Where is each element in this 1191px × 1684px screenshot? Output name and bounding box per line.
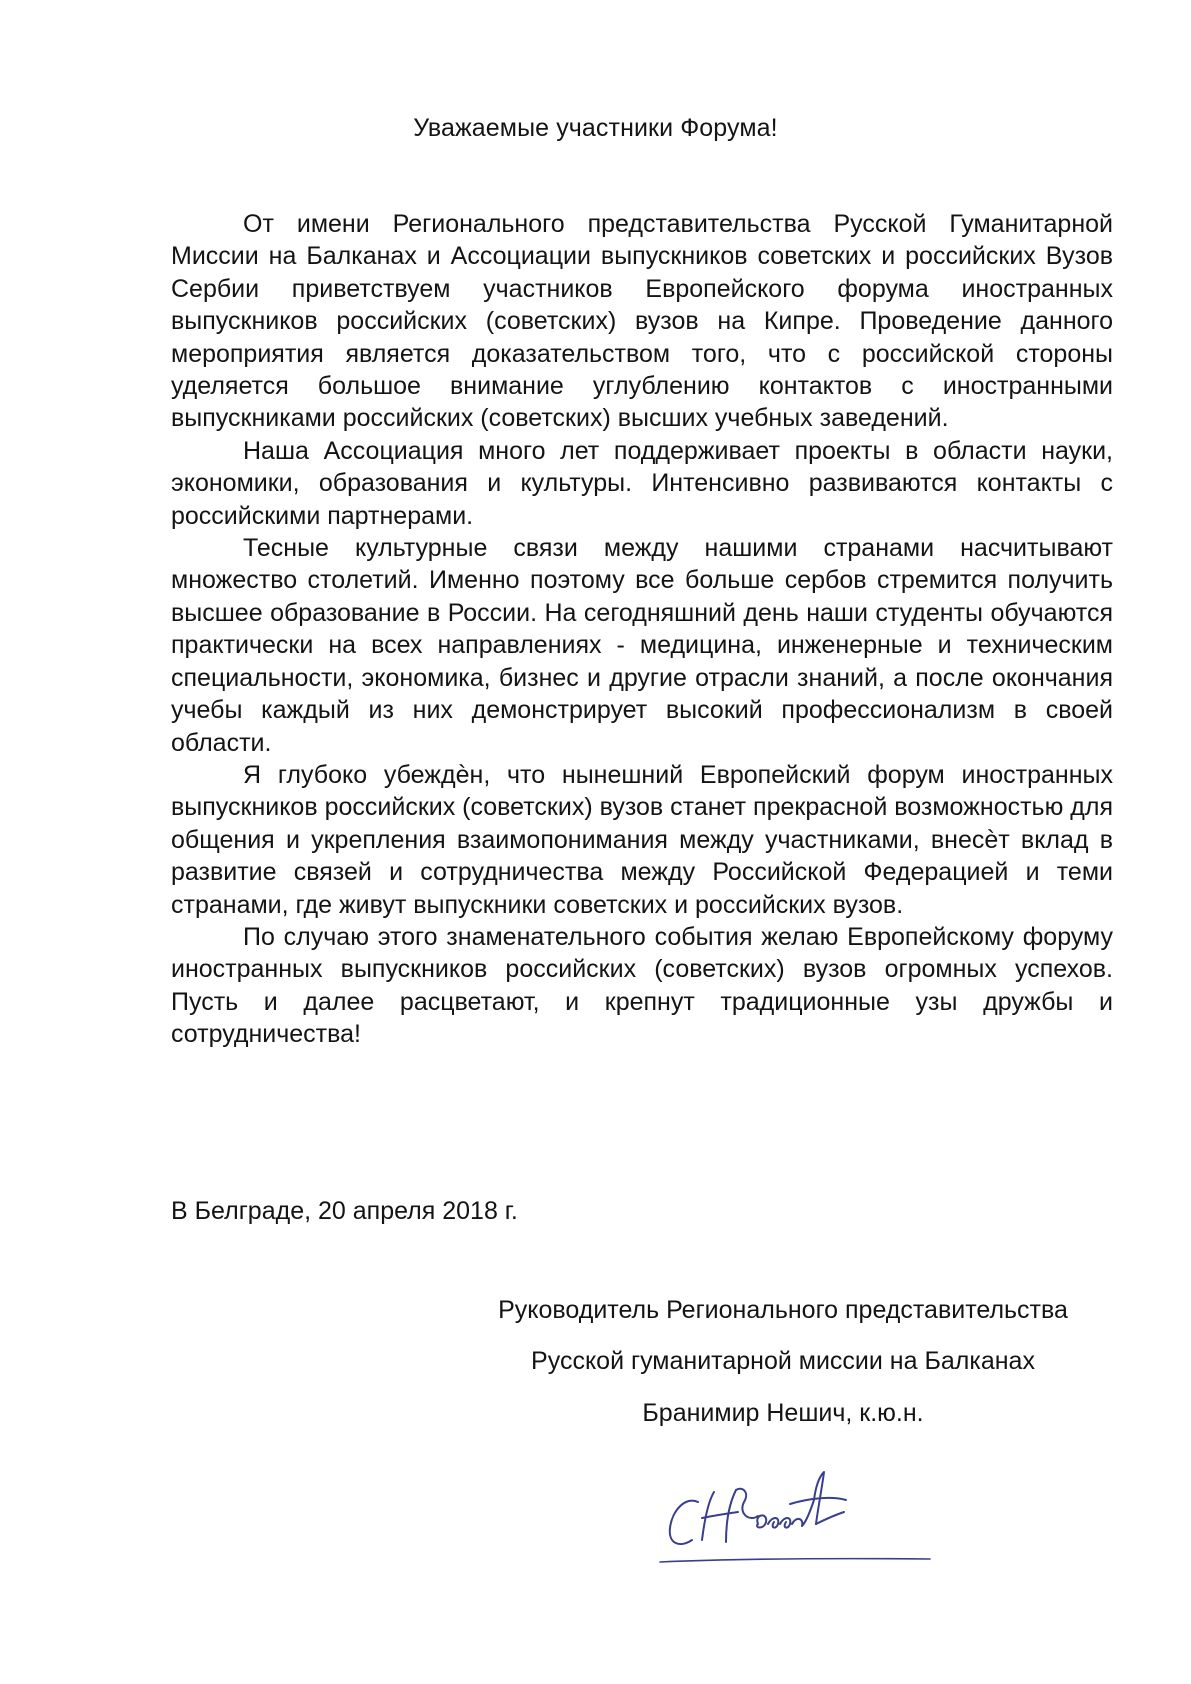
signatory-position-line-2: Русской гуманитарной миссии на Балканах	[531, 1347, 1035, 1375]
signatory-position-line-1: Руководитель Регионального представительства	[498, 1296, 1068, 1324]
handwritten-signature-icon	[640, 1462, 940, 1572]
signatory-name: Бранимир Нешич, к.ю.н.	[642, 1399, 924, 1427]
paragraph-1: От имени Регионального представительства Русской Гуманитарной Миссии на Балканах и Ассоциации выпускников советских и российских Вузов Сербии приветствуем участников Европейского форума иностранных выпускников российских (советских) вузов на Кипре. Проведение данного мероприятия является доказательством того, что с российской стороны уделяется большое внимание углублению контактов с иностранными выпускниками российских (советских) высших учебных заведений.	[171, 210, 1113, 433]
paragraph-5: По случаю этого знаменательного события желаю Европейскому форуму иностранных выпускников российских (советских) вузов огромных успехов. Пусть и далее расцветают, и крепнут традиционные узы дружбы и сотрудничества!	[171, 922, 1113, 1049]
date-line: В Белграде, 20 апреля 2018 г.	[171, 1197, 518, 1225]
paragraph-3: Тесные культурные связи между нашими странами насчитывают множество столетий. Именно поэтому все больше сербов стремится получить высшее образование в России. На сегодняшний день наши студенты обучаются практически на всех направлениях - медицина, инженерные и техническим специальности, экономика, бизнес и другие отрасли знаний, а после окончания учебы каждый из них демонстрирует высокий профессионализм в своей области.	[171, 534, 1113, 757]
paragraph-4: Я глубоко убеждѐн, что нынешний Европейский форум иностранных выпускников российских (советских) вузов станет прекрасной возможностью для общения и укрепления взаимопонимания между участниками, внесѐт вклад в развитие связей и сотрудничества между Российской Федерацией и теми странами, где живут выпускники советских и российских вузов.	[171, 760, 1113, 919]
paragraph-2: Наша Ассоциация много лет поддерживает проекты в области науки, экономики, образования и культуры. Интенсивно развиваются контакты с российскими партнерами.	[171, 436, 1113, 530]
letter-body	[171, 208, 1113, 1051]
greeting-heading: Уважаемые участники Форума!	[413, 114, 778, 142]
